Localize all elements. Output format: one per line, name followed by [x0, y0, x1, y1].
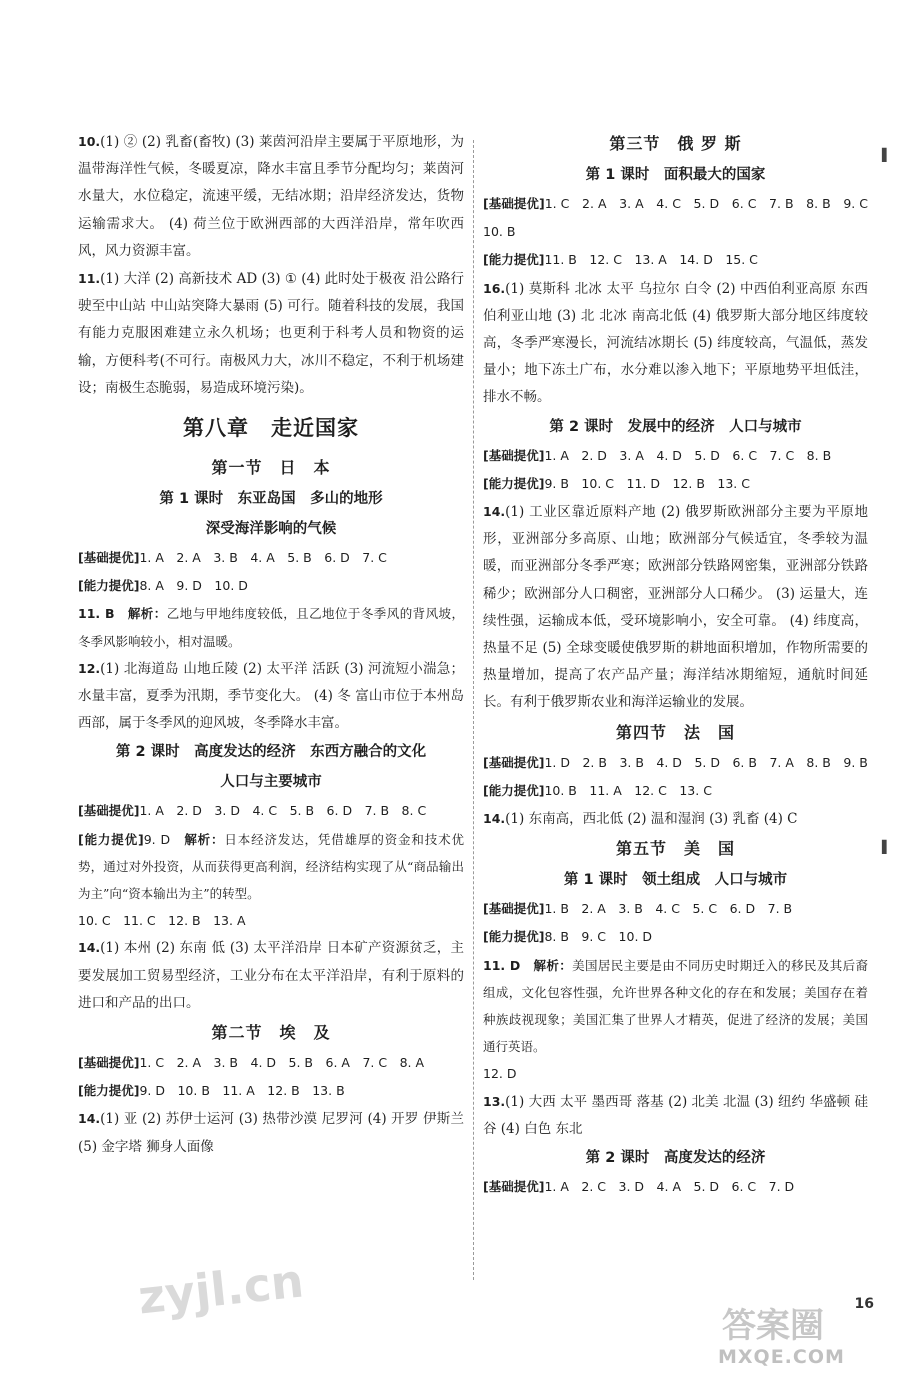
ability-answers: [能力提优]8. B 9. C 10. D: [483, 929, 653, 945]
lesson-title: 第 2 课时 发展中的经济 人口与城市: [549, 418, 802, 435]
watermark-site: zyjl.cn: [135, 1253, 307, 1325]
answer-12: 12. D: [483, 1066, 517, 1082]
answer-16: 16.(1) 莫斯科 北冰 太平 乌拉尔 白令 (2) 中西伯利亚高原 东西伯利亚山地 (3) 北 北冰 南高北低 (4) 俄罗斯大部分地区纬度较高，冬季严寒漫长，河流结冰期长 (5) 纬度较高，气温低，蒸发量小；地下冻土广布，水分难以渗入地下；平原地势平坦低洼，排水不畅。: [483, 280, 868, 406]
basic-answers: [基础提优]1. B 2. A 3. B 4. C 5. C 6. D 7. B: [483, 901, 793, 917]
lesson-subtitle: 深受海洋影响的气候: [205, 521, 337, 538]
column-divider: [473, 140, 474, 1280]
answer-14: 14.(1) 东南高，西北低 (2) 温和湿润 (3) 乳畜 (4) C: [483, 811, 798, 828]
lesson-subtitle: 人口与主要城市: [220, 774, 322, 791]
next-page-edge-mark: ▌: [882, 148, 892, 162]
answer-11: 11.(1) 大洋 (2) 高新技术 AD (3) ① (4) 此时处于极夜 沿公路行驶至中山站 中山站突降大暴雨 (5) 可行。随着科技的发展，我国有能力克服困难建立永久机场；也更利于科考人员和物资的运输，方便科考(不可行。南极风力大，冰川不稳定，不利于机场建设；南极生态脆弱，易造成环境污染)。: [78, 271, 464, 396]
lesson-title: 第 1 课时 面积最大的国家: [585, 167, 766, 183]
lesson-title: 第 1 课时 领土组成 人口与城市: [563, 872, 788, 889]
basic-answers: [基础提优]1. C 2. A 3. A 4. C 5. D 6. C 7. B 8. B 9. C 10. B: [483, 196, 881, 240]
lesson-title: 第 1 课时 东亚岛国 多山的地形: [159, 491, 383, 508]
watermark-logo: 答案圈: [722, 1306, 824, 1346]
basic-answers: [基础提优]1. A 2. C 3. D 4. A 5. D 6. C 7. D: [483, 1179, 795, 1195]
basic-answers: [基础提优]1. A 2. A 3. B 4. A 5. B 6. D 7. C: [78, 550, 387, 566]
ability-answers: [能力提优]8. A 9. D 10. D: [78, 578, 248, 594]
answer-14: 14.(1) 本州 (2) 东南 低 (3) 太平洋沿岸 日本矿产资源贫乏，主要发展加工贸易型经济，工业分布在太平洋沿岸，有利于原料的进口和产品的出口。: [78, 940, 464, 1011]
section-france-title: 第四节 法 国: [615, 722, 735, 742]
section-egypt-title: 第二节 埃 及: [211, 1023, 331, 1043]
ability-answers: [能力提优]9. D 10. B 11. A 12. B 13. B: [78, 1083, 345, 1099]
page-number: 16: [854, 1296, 874, 1312]
section-japan-title: 第一节 日 本: [211, 458, 331, 478]
chapter-title: 第八章 走近国家: [183, 416, 359, 441]
ability-answers: [能力提优]11. B 12. C 13. A 14. D 15. C: [483, 252, 758, 268]
basic-answers: [基础提优]1. A 2. D 3. D 4. C 5. B 6. D 7. B 8. C: [78, 803, 427, 819]
answer-13: 13.(1) 大西 太平 墨西哥 落基 (2) 北美 北温 (3) 纽约 华盛顿 硅谷 (4) 白色 东北: [483, 1093, 868, 1137]
answer-14: 14.(1) 亚 (2) 苏伊士运河 (3) 热带沙漠 尼罗河 (4) 开罗 伊斯兰 (5) 金字塔 狮身人面像: [78, 1111, 464, 1155]
next-page-edge-mark: ▌: [882, 840, 892, 854]
basic-answers: [基础提优]1. D 2. B 3. B 4. D 5. D 6. B 7. A 8. B 9. B: [483, 754, 868, 770]
basic-answers: [基础提优]1. A 2. D 3. A 4. D 5. D 6. C 7. C 8. B: [483, 447, 832, 463]
right-column: [483, 128, 881, 1201]
section-usa-title: 第五节 美 国: [615, 839, 735, 859]
answer-11-explanation: 11. B 解析：乙地与甲地纬度较低，且乙地位于冬季风的背风坡，冬季风影响较小，相对温暖。: [78, 606, 464, 649]
section-russia-title: 第三节 俄 罗 斯: [609, 134, 742, 153]
answer-12: 12.(1) 北海道岛 山地丘陵 (2) 太平洋 活跃 (3) 河流短小湍急；水量丰富，夏季为汛期，季节变化大。 (4) 冬 富山市位于本州岛西部，属于冬季风的迎风坡，冬季降水丰富。: [78, 660, 464, 732]
answer-11-explanation: 11. D 解析：美国居民主要是由不同历史时期迁入的移民及其后裔组成，文化包容性强，允许世界各种文化的存在和发展；美国存在着种族歧视现象；美国汇集了世界人才精英，促进了经济的发展；美国通行英语。: [483, 957, 868, 1055]
lesson-title: 第 2 课时 高度发达的经济 东西方融合的文化: [115, 744, 427, 761]
ability-answers: [能力提优]9. B 10. C 11. D 12. B 13. C: [483, 475, 750, 491]
basic-answers: [基础提优]1. C 2. A 3. B 4. D 5. B 6. A 7. C 8. A: [78, 1055, 425, 1071]
ability-answers: [能力提优]9. D 解析：日本经济发达，凭借雄厚的资金和技术优势，通过对外投资，从而获得更高利润，经济结构实现了从“商品输出为主”向“资本输出为主”的转型。: [78, 831, 464, 902]
answer-14: 14.(1) 工业区靠近原料产地 (2) 俄罗斯欧洲部分主要为平原地形，亚洲部分多高原、山地；欧洲部分气候适宜，冬季较为温暖，而亚洲部分冬季严寒；欧洲部分铁路网密集，亚洲部分铁路稀少；欧洲部分人口稠密，亚洲部分人口稀少。 (3) 运量大，连续性强，运输成本低，受环境影响小，安全可靠。 (4) 纬度高，热量不足 (5) 全球变暖使俄罗斯的耕地面积增加，作物所需要的热量增加，提高了农产品产量；海洋结冰期缩短，通航时间延长。有利于俄罗斯农业和海洋运输业的发展。: [483, 504, 868, 711]
ability-answers: [能力提优]10. B 11. A 12. C 13. C: [483, 782, 712, 798]
watermark-domain: MXQE.COM: [718, 1346, 845, 1368]
mc-answers: 10. C 11. C 12. B 13. A: [78, 913, 246, 929]
left-column: [78, 128, 464, 1161]
lesson-title: 第 2 课时 高度发达的经济: [585, 1150, 766, 1167]
answer-10: 10.(1) ② (2) 乳畜(畜牧) (3) 莱茵河沿岸主要属于平原地形，为温带海洋性气候，冬暖夏凉，降水丰富且季节分配均匀；莱茵河水量大，水位稳定，流速平缓，无结冰期；沿岸经济发达，货物运输需求大。 (4) 荷兰位于欧洲西部的大西洋沿岸，常年吹西风，风力资源丰富。: [78, 134, 464, 259]
